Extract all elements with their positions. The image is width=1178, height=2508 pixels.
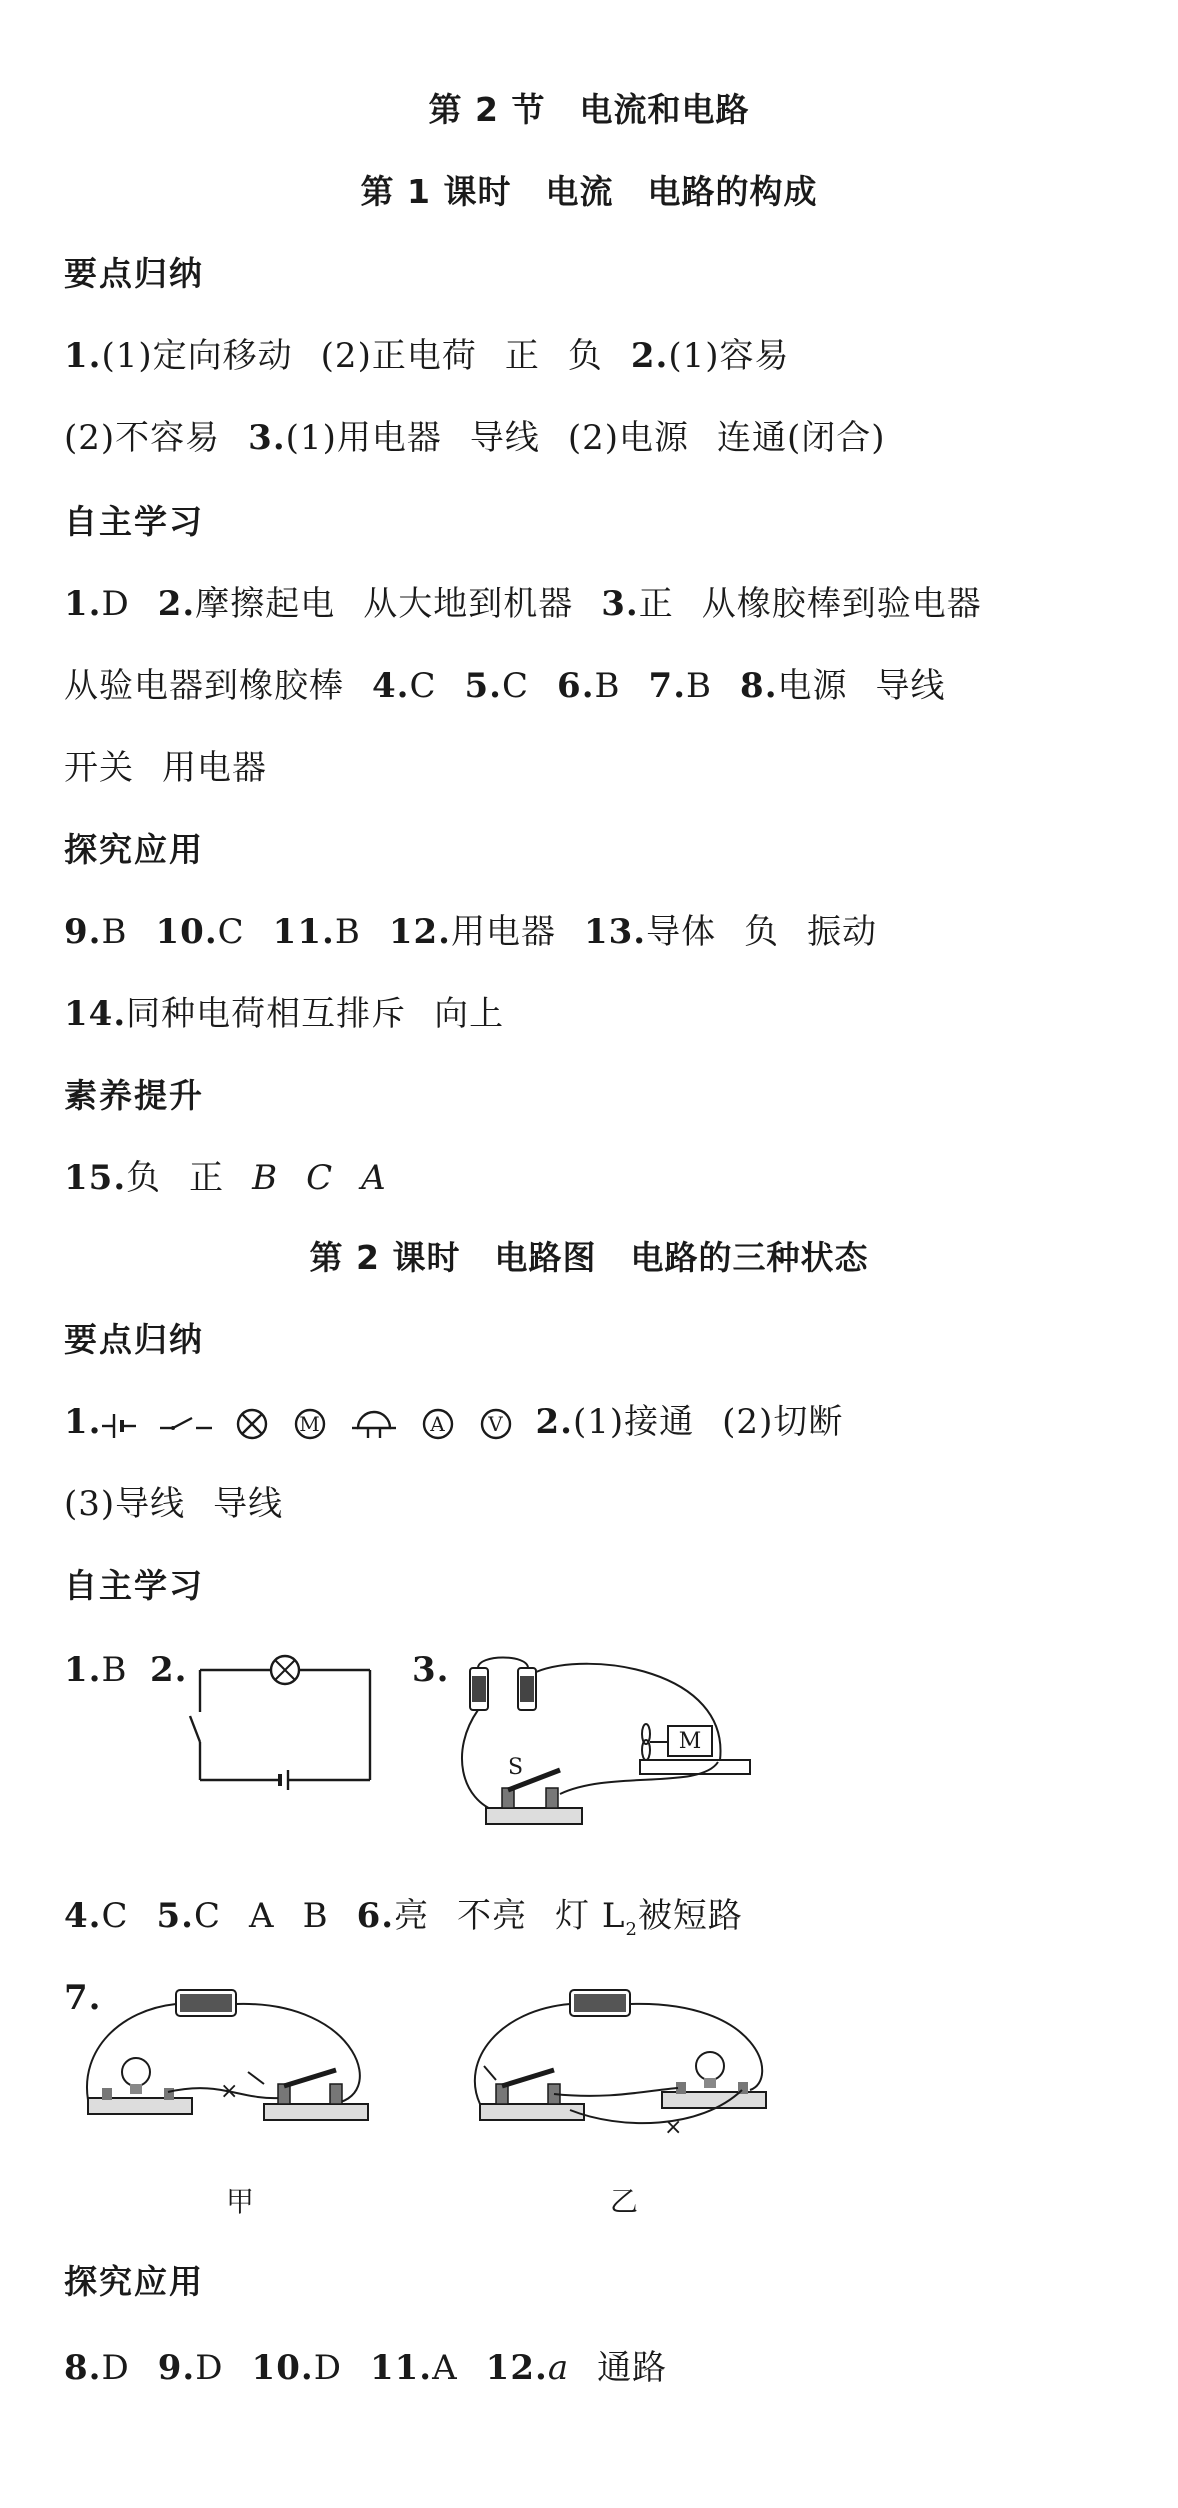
answer: C [194,1896,222,1936]
l1-keypoints-line1 [64,328,790,377]
q-number: 13. [583,912,647,952]
l1-keypoints-line2 [64,410,886,459]
cross-mark-icon: × [220,2079,239,2104]
answer: 连通(闭合) [717,418,886,458]
answer: D [313,2348,342,2388]
q-number: 8. [64,2348,102,2388]
l2-selfstudy-heading: 自主学习 [64,1566,204,1605]
q-number: 1. [64,584,102,624]
lamp-symbol-icon [234,1406,270,1442]
q-number: 8. [740,666,778,706]
l1-explore-line2 [64,986,504,1035]
answer: B [101,912,128,952]
answer: a [547,2348,570,2388]
answer: 亮 [394,1896,430,1936]
l1-explore-line1 [64,904,877,953]
ammeter-letter: A [429,1412,446,1436]
l2-keypoints-line2 [64,1476,283,1525]
battery-symbol-icon [102,1406,138,1442]
q-number: 6. [356,1896,395,1936]
l1-improve-line1 [64,1150,387,1199]
answer: C [217,912,245,952]
q-number: 7. [648,666,687,706]
answer: B [334,912,361,952]
answer: 振动 [807,912,878,952]
l2-q1 [64,1650,128,1690]
answer: C [409,666,437,706]
answer: B [302,1896,329,1936]
answer: 负 [744,912,780,952]
answer: 从验电器到橡胶棒 [64,666,344,706]
bulb-icon [696,2052,724,2080]
q-number: 1. [64,1402,102,1442]
switch-symbol-icon [160,1406,212,1442]
l2-selfstudy-line2 [64,1888,743,1940]
q-number: 1. [64,336,102,376]
q-number: 12. [388,912,451,952]
q2-circuit-diagram [190,1660,380,1790]
answer: (1)接通 [573,1402,695,1442]
q-number: 5. [464,666,503,706]
answer: 正 [638,584,674,624]
l2-explore-line1 [64,2340,667,2389]
answer: 向上 [434,994,505,1034]
motor-base [640,1760,750,1774]
answer: (1)用电器 [285,418,442,458]
bell-symbol-icon [350,1406,398,1442]
lamp-holder [88,2098,192,2114]
l2-q2-number [150,1650,188,1690]
q7-caption-b: 乙 [610,2185,639,2218]
answer: 不亮 [457,1896,528,1936]
q-number: 4. [64,1896,102,1936]
answer: 正 [504,336,540,376]
answer: 灯 L [555,1896,626,1936]
l1-selfstudy-line2 [64,658,946,707]
q-number: 2. [150,1650,188,1690]
answer: C [306,1158,334,1198]
answer: D [101,584,130,624]
q3-circuit-drawing [450,1650,750,1850]
answer: 摩擦起电 [195,584,336,624]
switch-icon [480,2104,584,2120]
answer: 负 [567,336,603,376]
switch-icon [190,1716,200,1742]
answer: (1)容易 [668,336,790,376]
switch-icon [486,1808,582,1824]
l2-explore-heading: 探究应用 [64,2262,204,2301]
answer: 用电器 [162,748,267,788]
q-number: 12. [485,2348,548,2388]
q7-figure-a [80,1980,400,2150]
q-number: 10. [251,2348,314,2388]
answer: 开关 [64,748,134,788]
bulb-icon [122,2058,150,2086]
answer: 从橡胶棒到验电器 [701,584,982,624]
section-title: 第 2 节 电流和电路 [428,90,750,129]
answer: (3)导线 [64,1484,186,1524]
answer: 导线 [213,1484,284,1524]
l1-selfstudy-line1 [64,576,982,625]
answer: D [101,2348,130,2388]
answer: A [249,1896,275,1936]
cross-mark-icon: × [664,2115,683,2140]
answer: 通路 [597,2348,668,2388]
q-number: 5. [156,1896,195,1936]
q-number: 3. [248,418,286,458]
answer: B [594,666,621,706]
q-number: 11. [272,912,335,952]
answer: (2)切断 [722,1402,844,1442]
q-number: 4. [372,666,410,706]
q-number: 9. [157,2348,196,2388]
switch-label: S [508,1755,524,1780]
q-number: 1. [64,1650,102,1690]
answer: (2)正电荷 [320,336,477,376]
l2-q3-number [412,1650,450,1690]
answer: (2)不容易 [64,418,221,458]
answer: 电源 [777,666,848,706]
l1-selfstudy-heading: 自主学习 [64,502,204,541]
q-number: 7. [64,1978,102,2018]
q-number: 10. [155,912,218,952]
answer: 正 [189,1158,225,1198]
answer: 用电器 [450,912,556,952]
answer: 从大地到机器 [363,584,574,624]
voltmeter-letter: V [487,1412,504,1436]
answer: D [195,2348,224,2388]
answer: 导体 [646,912,717,952]
answer: 同种电荷相互排斥 [126,994,407,1034]
q-number: 3. [601,584,639,624]
lesson2-title: 第 2 课时 电路图 电路的三种状态 [309,1238,869,1277]
voltmeter-symbol-icon [478,1406,514,1442]
answer: 导线 [875,666,946,706]
motor-letter: M [678,1729,702,1754]
q-number: 2. [535,1402,573,1442]
ammeter-symbol-icon [420,1406,456,1442]
answer: 负 [126,1158,162,1198]
answer: A [432,2348,458,2388]
answer: (2)电源 [567,418,690,458]
lesson1-title: 第 1 课时 电流 电路的构成 [360,172,818,211]
l1-explore-heading: 探究应用 [64,830,204,869]
answer: B [686,666,713,706]
answer: B [252,1158,279,1198]
answer: C [101,1896,129,1936]
lamp-holder [662,2092,766,2108]
l2-keypoints-line1 [64,1394,843,1443]
answer: 导线 [469,418,540,458]
switch-icon [264,2104,368,2120]
l1-keypoints-heading: 要点归纳 [64,254,204,293]
answer: C [502,666,530,706]
l1-selfstudy-line3 [64,740,267,789]
q-number: 11. [369,2348,433,2388]
q7-figure-b [460,1980,780,2150]
q-number: 3. [412,1650,450,1690]
q-number: 9. [64,912,102,952]
q-number: 6. [557,666,595,706]
q7-caption-a: 甲 [226,2185,255,2218]
answer: 被短路 [637,1896,743,1936]
answer: (1)定向移动 [101,336,293,376]
q-number: 2. [630,336,669,376]
l1-improve-heading: 素养提升 [64,1076,204,1115]
q-number: 14. [64,994,127,1034]
q-number: 15. [64,1158,127,1198]
q-number: 2. [157,584,196,624]
l2-keypoints-heading: 要点归纳 [64,1320,204,1359]
answer: A [361,1158,387,1198]
answer: B [101,1650,128,1690]
motor-letter: M [298,1412,321,1436]
motor-symbol-icon [292,1406,328,1442]
subscript: 2 [625,1918,638,1940]
